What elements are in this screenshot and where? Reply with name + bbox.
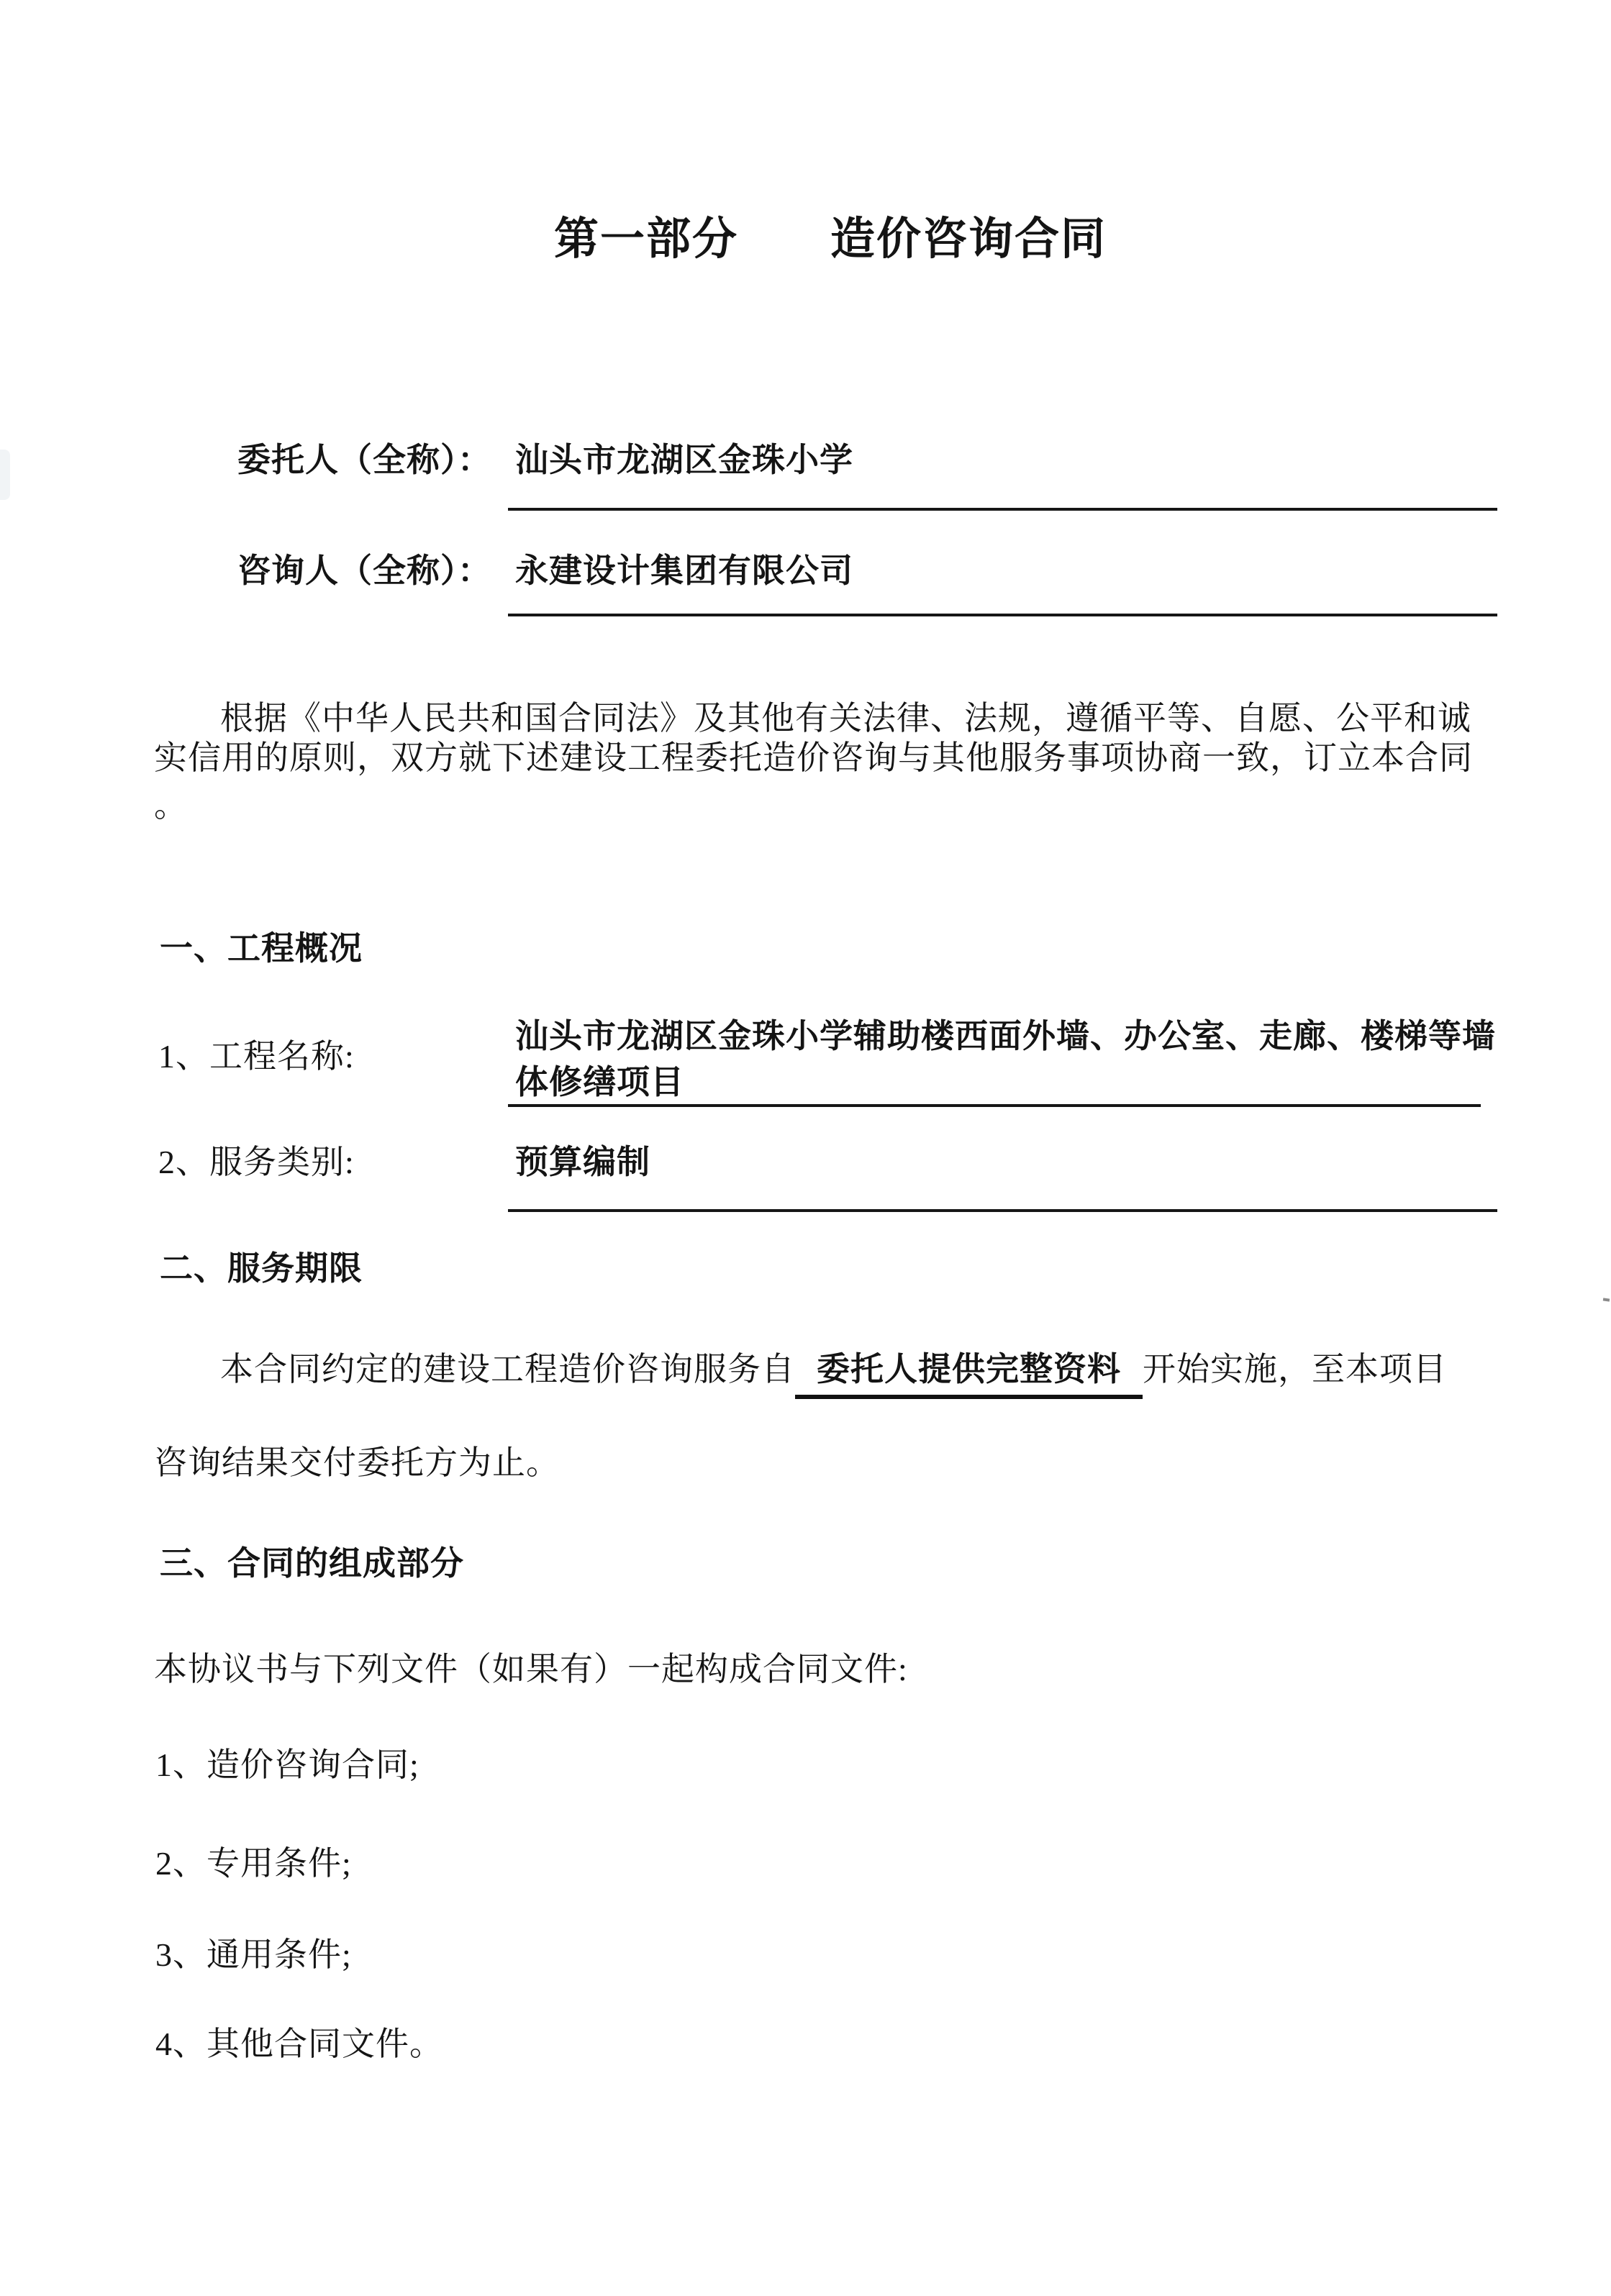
service-period-prefix: 本合同约定的建设工程造价咨询服务自 xyxy=(220,1351,795,1388)
service-type-underline xyxy=(508,1209,1497,1212)
contract-doc-item-4: 4、其他合同文件。 xyxy=(155,2026,443,2062)
section3-intro: 本协议书与下列文件（如果有）一起构成合同文件: xyxy=(154,1651,908,1687)
client-underline xyxy=(508,508,1497,511)
consultant-value: 永建设计集团有限公司 xyxy=(515,552,853,589)
consultant-underline xyxy=(508,614,1497,616)
project-name-value-line1: 汕头市龙湖区金珠小学辅助楼西面外墙、办公室、走廊、楼梯等墙 xyxy=(515,1018,1496,1054)
scan-speck xyxy=(1603,1298,1610,1301)
service-period-line1 xyxy=(220,1349,1447,1389)
consultant-label: 咨询人（全称）： xyxy=(237,552,491,589)
document-title: 第一部分 造价咨询合同 xyxy=(554,215,1107,264)
contract-doc-item-2: 2、专用条件; xyxy=(155,1845,352,1882)
intro-line-1: 根据《中华人民共和国合同法》及其他有关法律、法规，遵循平等、自愿、公平和诚 xyxy=(220,700,1471,737)
service-period-fill-in: 委托人提供完整资料 xyxy=(795,1351,1143,1399)
client-label: 委托人（全称）： xyxy=(237,442,491,478)
section3-heading: 三、合同的组成部分 xyxy=(160,1545,464,1582)
service-type-value: 预算编制 xyxy=(515,1144,650,1180)
section1-heading: 一、工程概况 xyxy=(160,930,363,967)
contract-doc-item-1: 1、造价咨询合同; xyxy=(155,1746,419,1783)
intro-line-3: 。 xyxy=(154,787,188,824)
contract-doc-item-3: 3、通用条件; xyxy=(155,1936,352,1973)
scan-smudge xyxy=(0,450,10,500)
service-type-label: 2、服务类别: xyxy=(158,1144,355,1180)
section2-heading: 二、服务期限 xyxy=(160,1250,363,1287)
service-period-suffix: 开始实施，至本项目 xyxy=(1143,1351,1447,1388)
service-period-line2: 咨询结果交付委托方为止。 xyxy=(154,1444,560,1481)
project-name-underline xyxy=(508,1104,1481,1107)
project-name-label: 1、工程名称: xyxy=(158,1038,355,1075)
project-name-value-line2: 体修缮项目 xyxy=(515,1064,684,1101)
client-value: 汕头市龙湖区金珠小学 xyxy=(515,442,853,478)
intro-line-2: 实信用的原则，双方就下述建设工程委托造价咨询与其他服务事项协商一致，订立本合同 xyxy=(154,739,1473,776)
